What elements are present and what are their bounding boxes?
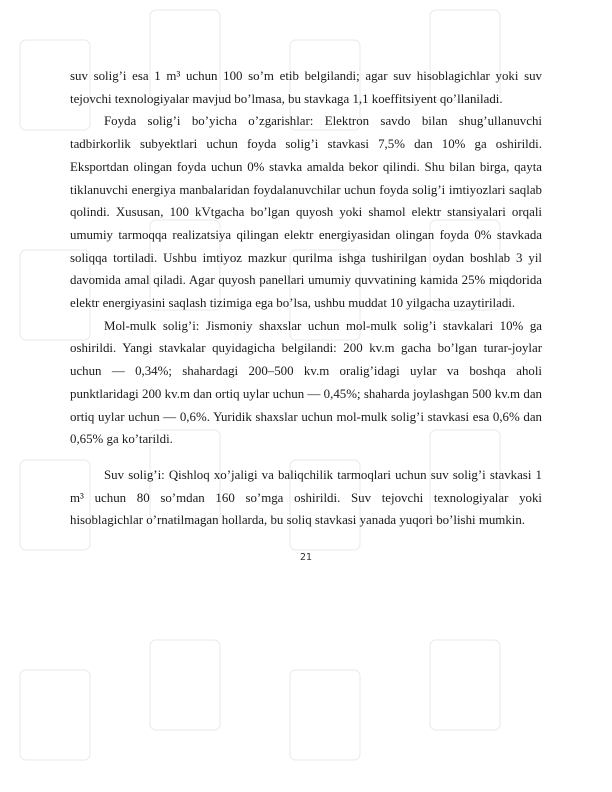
paragraph-property-tax: Mol-mulk solig’i: Jismoniy shaxslar uchun mol-mulk solig’i stavkalari 10% ga oshirildi. Yangi stavkalar quyidagicha belgilandi: 200 kv.m gacha bo’lgan turar-joylar uchun — 0,34%; shahardagi 200–500 kv.m oralig’idagi uylar va boshqa aholi punktlaridagi 200 kv.m dan ortiq uylar uchun — 0,45%; shaharda joylashgan 500 kv.m dan ortiq uylar uchun — 0,6%. Yuridik shaxslar uchun mol-mulk solig’i stavkasi esa 0,6% dan 0,65% ga ko’tarildi. [70,318,542,447]
paragraph-water-tax-continued: suv solig’i esa 1 m³ uchun 100 so’m etib belgilandi; agar suv hisoblagichlar yoki suv tejovchi texnologiyalar mavjud bo’lmasa, bu stavkaga 1,1 koeffitsiyent qo’llaniladi. [70,69,542,106]
paragraph-spacer [70,451,542,464]
body-text [70,65,542,532]
paragraph-water-tax: Suv solig’i: Qishloq xo’jaligi va baliqchilik tarmoqlari uchun suv solig’i stavkasi 1 m³ uchun 80 so’mdan 160 so’mga oshirildi. Suv tejovchi texnologiyalar yoki hisoblagichlar o’rnatilmagan hollarda, bu soliq stavkasi yanada yuqori bo’lishi mumkin. [70,467,542,528]
paragraph-profit-tax: Foyda solig’i bo’yicha o’zgarishlar: Elektron savdo bilan shug’ullanuvchi tadbirkorlik subyektlari uchun foyda solig’i stavkasi 7,5% dan 10% ga oshirildi. Eksportdan olingan foyda uchun 0% stavka amalda bekor qilindi. Shu bilan birga, qayta tiklanuvchi energiya manbalaridan foydalanuvchilar uchun foyda solig’i imtiyozlari saqlab qolindi. Xususan, 100 kVtgacha bo’lgan quyosh yoki shamol elektr stansiyalari orqali umumiy tarmoqqa realizatsiya qilingan elektr energiyasidan olingan foyda 0% stavkada soliqqa tortiladi. Ushbu imtiyoz mazkur qurilma ishga tushirilgan oydan boshlab 3 yil davomida amal qiladi. Agar quyosh panellari umumiy quvvatining kamida 25% miqdorida elektr energiyasini saqlash tizimiga ega bo’lsa, ushbu muddat 10 yilgacha uzaytiriladi. [70,114,542,311]
page-number: 21 [299,552,313,563]
